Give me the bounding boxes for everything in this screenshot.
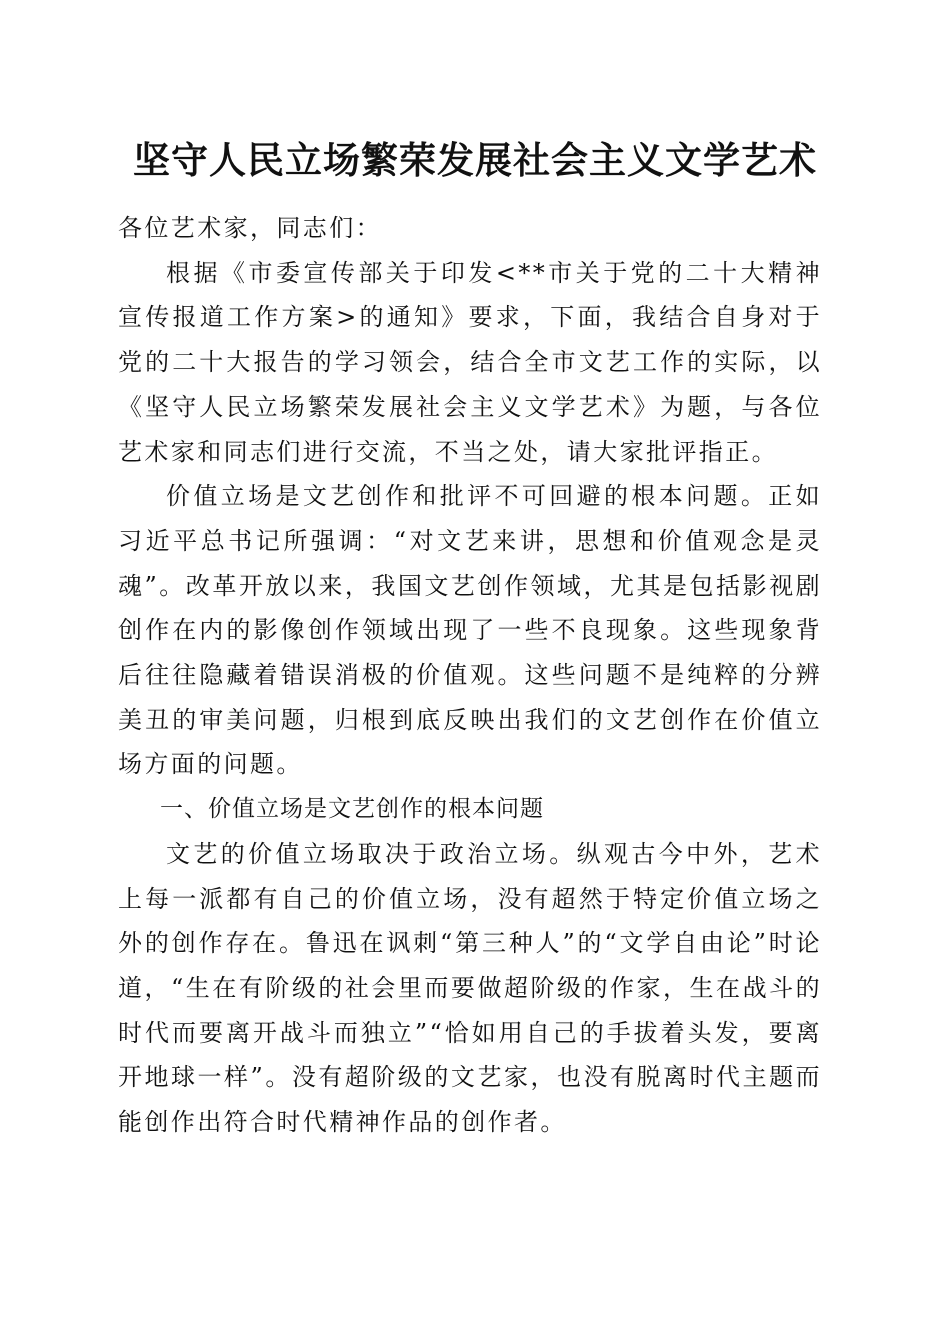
paragraph-value-stance: 价值立场是文艺创作和批评不可回避的根本问题。正如习近平总书记所强调：“对文艺来讲，思想和价值观念是灵魂”。改革开放以来，我国文艺创作领域，尤其是包括影视剧创作在内的影像创作领域出现了一些不良现象。这些现象背后往往隐藏着错误消极的价值观。这些问题不是纯粹的分辨美丑的审美问题，归根到底反映出我们的文艺创作在价值立场方面的问题。 — [118, 482, 822, 779]
document-body — [118, 206, 822, 1145]
section-heading: 一、价值立场是文艺创作的根本问题 — [160, 796, 544, 823]
document-title: 坚守人民立场繁荣发展社会主义文学艺术 — [133, 138, 817, 182]
paragraph-intro: 根据《市委宣传部关于印发<**市关于党的二十大精神宣传报道工作方案>的通知》要求，下面，我结合自身对于党的二十大报告的学习领会，结合全市文艺工作的实际，以《坚守人民立场繁荣发展社会主义文学艺术》为题，与各位艺术家和同志们进行交流，不当之处，请大家批评指正。 — [118, 258, 822, 466]
salutation: 各位艺术家，同志们： — [118, 214, 382, 242]
paragraph-section-one: 文艺的价值立场取决于政治立场。纵观古今中外，艺术上每一派都有自己的价值立场，没有超然于特定价值立场之外的创作存在。鲁迅在讽刺“第三种人”的“文学自由论”时论道，“生在有阶级的社会里而要做超阶级的作家，生在战斗的时代而要离开战斗而独立”“恰如用自己的手拔着头发，要离开地球一样”。没有超阶级的文艺家，也没有脱离时代主题而能创作出符合时代精神作品的创作者。 — [118, 839, 822, 1137]
